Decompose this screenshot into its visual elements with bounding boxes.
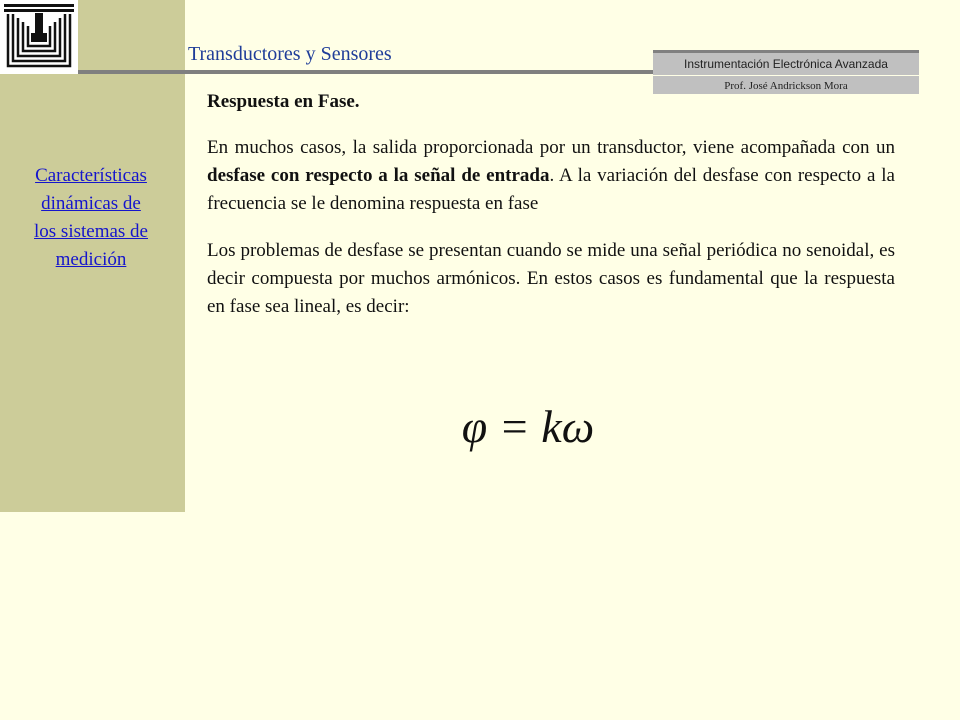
professor-label: Prof. José Andrickson Mora (653, 76, 919, 94)
paragraph-1-text-end: . A la variación del desfase con respecto a la frecuencia se le denomina respuesta en fase (207, 165, 895, 214)
main-content (207, 88, 895, 340)
sidebar-link-line: dinámicas de (41, 193, 141, 214)
course-label: Instrumentación Electrónica Avanzada (653, 50, 919, 75)
sidebar-link-dynamic-characteristics[interactable] (8, 162, 174, 274)
section-heading: Respuesta en Fase. (207, 91, 360, 112)
logo-icon (0, 0, 78, 74)
institution-logo (0, 0, 78, 74)
paragraph-2: Los problemas de desfase se presentan cuando se mide una señal periódica no senoidal, es decir compuesta por muchos armónicos. En estos casos es fundamental que la respuesta en fase sea lineal, es decir: (207, 240, 895, 317)
sidebar-link-line: Características (35, 165, 147, 186)
phase-formula (438, 398, 618, 462)
header-divider (78, 70, 653, 74)
paragraph-1-emphasis: desfase con respecto a la señal de entrada (207, 165, 550, 186)
sidebar-link-line: medición (55, 249, 127, 270)
page-title: Transductores y Sensores (188, 43, 392, 65)
sidebar-link-line: los sistemas de (34, 221, 148, 242)
paragraph-1 (207, 134, 895, 218)
paragraph-1-text: En muchos casos, la salida proporcionada por un transductor, viene acompañada con un (207, 137, 895, 158)
formula-text: φ = kω (461, 401, 595, 452)
